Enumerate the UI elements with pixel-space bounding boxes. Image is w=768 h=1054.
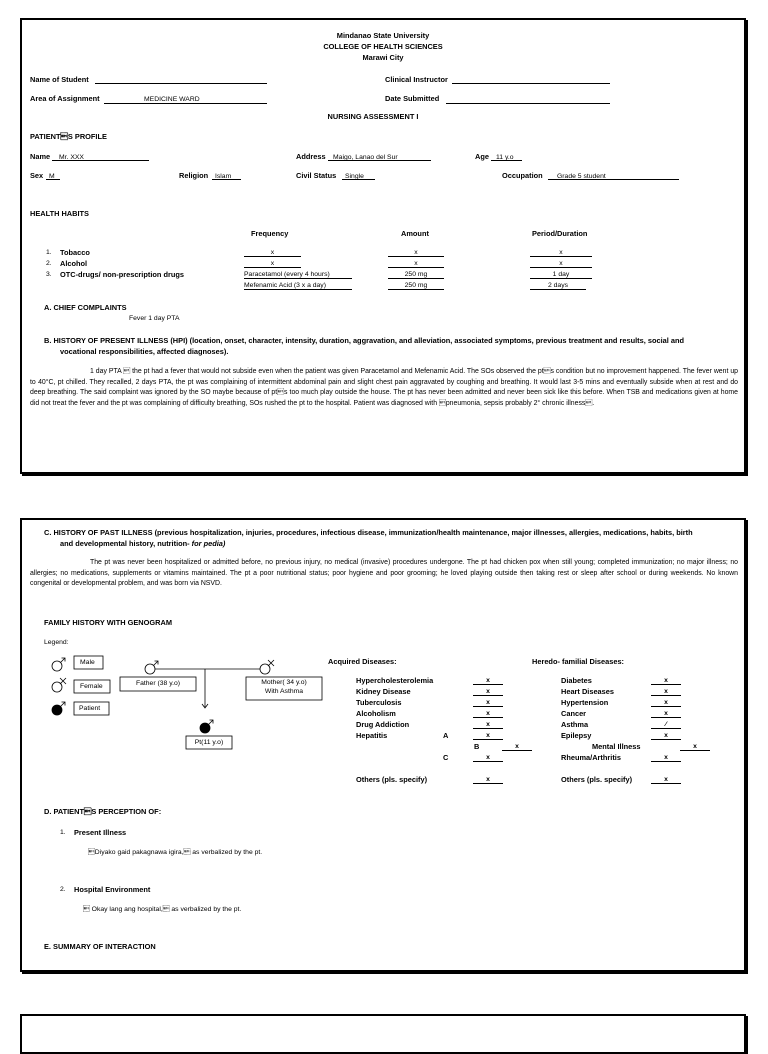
habit-row-number: 3.: [46, 271, 52, 278]
religion-label: Religion: [179, 171, 209, 180]
form-title: NURSING ASSESSMENT I: [327, 112, 419, 121]
age-label: Age: [475, 152, 489, 161]
civil-status-value: Single: [345, 173, 364, 180]
acquired-disease-label: Hepatitis: [356, 731, 388, 740]
period-column-header: Period/Duration: [532, 229, 588, 238]
occupation-value: Grade 5 student: [557, 173, 606, 180]
heredo-disease-line: [651, 717, 681, 718]
hospital-environment-text:  Okay lang ang hospital, as verbalized by the pt.: [83, 906, 242, 913]
present-illness-number: 1.: [60, 829, 66, 836]
frequency-line: [244, 256, 301, 257]
date-submitted-label: Date Submitted: [385, 94, 440, 103]
male-symbol-icon: [52, 658, 65, 671]
habit-amount-value: 250 mg: [404, 282, 428, 289]
acquired-disease-mark: x: [486, 699, 490, 706]
habit-amount-value: x: [414, 260, 418, 267]
habit-row-number: 1.: [46, 249, 52, 256]
patient-profile-heading: PATIENTS PROFILE: [30, 132, 107, 141]
habit-period-value: 2 days: [547, 282, 569, 289]
mother-label: Mother( 34 y.o): [261, 679, 307, 686]
amount-line: [388, 289, 444, 290]
heredo-disease-mark: x: [664, 710, 668, 717]
occupation-label: Occupation: [502, 171, 543, 180]
acquired-disease-mark: x: [486, 688, 490, 695]
rheuma-line: [651, 761, 681, 762]
heredo-disease-label: Hypertension: [561, 698, 609, 707]
habit-row-label: OTC-drugs/ non-prescription drugs: [60, 270, 184, 279]
father-label: Father (38 y.o): [135, 680, 181, 687]
legend-label: Legend:: [44, 639, 69, 646]
period-line: [530, 267, 592, 268]
hpi-heading: B. HISTORY OF PRESENT ILLNESS (HPI) (location, onset, character, intensity, duration, aggravation, and alleviation, associated symptoms, previous treatment and results, social and: [44, 336, 684, 345]
present-illness-text: Diyako gaid pakagnawa igira, as verbalized by the pt.: [88, 849, 263, 856]
patient-label: Pt(11 y.o): [194, 739, 224, 746]
patient-name-value: Mr. XXX: [59, 154, 84, 161]
heredo-disease-mark: x: [664, 732, 668, 739]
chief-complaints-value: Fever 1 day PTA: [129, 315, 180, 322]
habit-amount-value: 250 mg: [404, 271, 428, 278]
heredo-disease-line: [651, 739, 681, 740]
heredo-disease-mark: ⁄: [665, 721, 667, 728]
heredo-disease-label: Diabetes: [561, 676, 592, 685]
acquired-disease-line: [473, 739, 503, 740]
civil-status-label: Civil Status: [296, 171, 337, 180]
patient-name-label: Name: [30, 152, 51, 161]
frequency-line: [244, 289, 352, 290]
past-illness-heading: C. HISTORY OF PAST ILLNESS (previous hospitalization, injuries, procedures, infectious disease, immunization/health maintenance, major illnesses, allergies, medications, habits, birth: [44, 528, 693, 537]
father-symbol-icon: [145, 661, 158, 674]
frequency-line: [244, 278, 352, 279]
heredo-disease-line: [651, 706, 681, 707]
area-of-assignment-field[interactable]: [104, 103, 267, 104]
frequency-line: [244, 267, 301, 268]
amount-line: [388, 256, 444, 257]
name-of-student-field[interactable]: [95, 83, 267, 84]
name-of-student-label: Name of Student: [30, 75, 89, 84]
acquired-disease-label: Drug Addiction: [356, 720, 410, 729]
habit-frequency-value: Paracetamol (every 4 hours): [244, 271, 330, 278]
heredo-disease-label: Cancer: [561, 709, 587, 718]
habit-frequency-value: x: [270, 260, 275, 267]
amount-column-header: Amount: [401, 229, 429, 238]
mental-illness-mark: x: [693, 743, 697, 750]
heredo-disease-mark: x: [664, 677, 668, 684]
assessment-page-1: [20, 18, 746, 474]
period-line: [530, 278, 592, 279]
acquired-disease-line: [473, 717, 503, 718]
area-of-assignment-value: MEDICINE WARD: [144, 96, 200, 103]
hepatitis-c-label: C: [443, 753, 449, 762]
habit-row-label: Alcohol: [60, 259, 88, 268]
city-name: Marawi City: [362, 53, 404, 62]
acquired-disease-label: Hypercholesterolemia: [356, 676, 434, 685]
heredo-disease-line: [651, 695, 681, 696]
college-name: COLLEGE OF HEALTH SCIENCES: [323, 42, 443, 51]
assessment-page-3: [20, 1014, 746, 1054]
hpi-text: 1 day PTA  the pt had a fever that would not subside even when the patient was given Paracetamol and Mefenamic Acid. The SOs observed the pts condition but no improvement happened. The fever went up to 40°C, pt chilled. They recalled, 2 days PTA, the pt was complaining of intermittent abdominal pain and slight chest pain aggravated by coughing and breathing. It would last 3-5 mins and eventually subside when at rest and do deep breathing. The said complaint was ignored by the SO maybe because of pts too much play outside the house. The pt has never been admitted and never been sick like this before. When TSB and medications given at home did not treat the fever and the pt was complaining of difficulty breathing, SOs rushed the pt to the hospital. Patient was diagnosed with pneumonia, sepsis probably 2° chronic illness.: [30, 368, 738, 407]
acquired-disease-line: [473, 695, 503, 696]
acquired-disease-label: Tuberculosis: [356, 698, 402, 707]
heredo-familial-heading: Heredo- familial Diseases:: [532, 657, 625, 666]
habit-row-number: 2.: [46, 260, 52, 267]
hpi-heading-continued: vocational responsibilities, affected diagnoses).: [60, 347, 229, 356]
rheuma-label: Rheuma/Arthritis: [561, 753, 621, 762]
acquired-disease-line: [473, 706, 503, 707]
acquired-others-mark: x: [486, 776, 490, 783]
area-of-assignment-label: Area of Assignment: [30, 94, 100, 103]
acquired-disease-line: [473, 728, 503, 729]
heredo-disease-line: [651, 728, 681, 729]
present-illness-label: Present Illness: [74, 828, 127, 837]
heredo-disease-label: Asthma: [561, 720, 589, 729]
hospital-environment-label: Hospital Environment: [74, 885, 151, 894]
address-value: Maigo, Lanao del Sur: [333, 154, 398, 161]
heredo-disease-mark: x: [664, 699, 668, 706]
mental-illness-label: Mental Illness: [592, 742, 641, 751]
hepatitis-b-label: B: [474, 742, 480, 751]
heredo-disease-line: [651, 684, 681, 685]
sex-label: Sex: [30, 171, 44, 180]
patient-symbol-icon: [52, 702, 65, 715]
perception-heading: D. PATIENTS PERCEPTION OF:: [44, 807, 162, 816]
heredo-others-mark: x: [664, 776, 668, 783]
hospital-environment-number: 2.: [60, 886, 66, 893]
hepatitis-c-line: [473, 761, 503, 762]
acquired-disease-mark: x: [486, 710, 490, 717]
hepatitis-c-mark: x: [486, 754, 490, 761]
habit-period-value: x: [559, 260, 563, 267]
amount-line: [388, 278, 444, 279]
heredo-disease-mark: x: [664, 688, 668, 695]
past-illness-text: The pt was never been hospitalized or admitted before, no previous injury, no medical (invasive) procedures undergone. The pt had chicken pox when still young; completed immunization; no major illness; no allergies; no medications, supplements or vitamins maintained. The pt a poor nutritional status; poor hygiene and poor grooming; he loved playing outside then taking rest or sleep after school or during weekends. No known congenital or developmental problem, and was born via NSVD.: [30, 559, 738, 588]
age-value: 11 y.o: [496, 154, 514, 161]
legend-female-text: Female: [80, 683, 103, 690]
acquired-disease-line: [473, 684, 503, 685]
patient-node-symbol-icon: [200, 720, 213, 733]
acquired-diseases-heading: Acquired Diseases:: [328, 657, 397, 666]
period-line: [530, 289, 586, 290]
period-line: [530, 256, 592, 257]
hepatitis-b-mark: x: [515, 743, 519, 750]
chief-complaints-heading: A. CHIEF COMPLAINTS: [44, 303, 127, 312]
religion-value: Islam: [215, 173, 232, 180]
legend-patient-text: Patient: [79, 705, 101, 712]
heredo-others-line: [651, 783, 681, 784]
health-habits-heading: HEALTH HABITS: [30, 209, 89, 218]
habit-period-value: x: [559, 249, 563, 256]
habit-frequency-value: Mefenamic Acid (3 x a day): [244, 282, 326, 289]
acquired-others-line: [473, 783, 503, 784]
past-illness-heading-text: and developmental history, nutrition-: [60, 539, 192, 548]
acquired-disease-mark: x: [486, 677, 490, 684]
acquired-disease-label: Alcoholism: [356, 709, 396, 718]
legend-male-text: Male: [80, 659, 95, 666]
date-submitted-field[interactable]: [446, 103, 610, 104]
mother-symbol-icon: [260, 660, 274, 674]
summary-of-interaction-heading: E. SUMMARY OF INTERACTION: [44, 942, 156, 951]
frequency-column-header: Frequency: [251, 229, 289, 238]
clinical-instructor-label: Clinical Instructor: [385, 75, 448, 84]
female-symbol-icon: [52, 678, 66, 692]
sex-value: M: [49, 173, 55, 180]
amount-line: [388, 267, 444, 268]
habit-amount-value: x: [414, 249, 418, 256]
habit-row-label: Tobacco: [60, 248, 90, 257]
heredo-disease-label: Heart Diseases: [561, 687, 615, 696]
heredo-others-label: Others (pls. specify): [561, 775, 633, 784]
acquired-disease-label: Kidney Disease: [356, 687, 411, 696]
habit-frequency-value: x: [270, 249, 275, 256]
genogram-heading: FAMILY HISTORY WITH GENOGRAM: [44, 618, 172, 627]
habit-period-value: 1 day: [552, 271, 570, 278]
clinical-instructor-field[interactable]: [452, 83, 610, 84]
assessment-page-2: [20, 518, 746, 972]
past-illness-heading-italic: for pedia): [191, 539, 226, 548]
acquired-others-label: Others (pls. specify): [356, 775, 428, 784]
acquired-disease-mark: x: [486, 721, 490, 728]
mental-illness-line: [680, 750, 710, 751]
address-label: Address: [296, 152, 326, 161]
hepatitis-b-line: [502, 750, 532, 751]
university-name: Mindanao State University: [336, 31, 430, 40]
hepatitis-a-label: A: [443, 731, 449, 740]
heredo-disease-label: Epilepsy: [561, 731, 592, 740]
acquired-disease-mark: x: [486, 732, 490, 739]
rheuma-mark: x: [664, 754, 668, 761]
mother-condition-label: With Asthma: [264, 688, 304, 695]
